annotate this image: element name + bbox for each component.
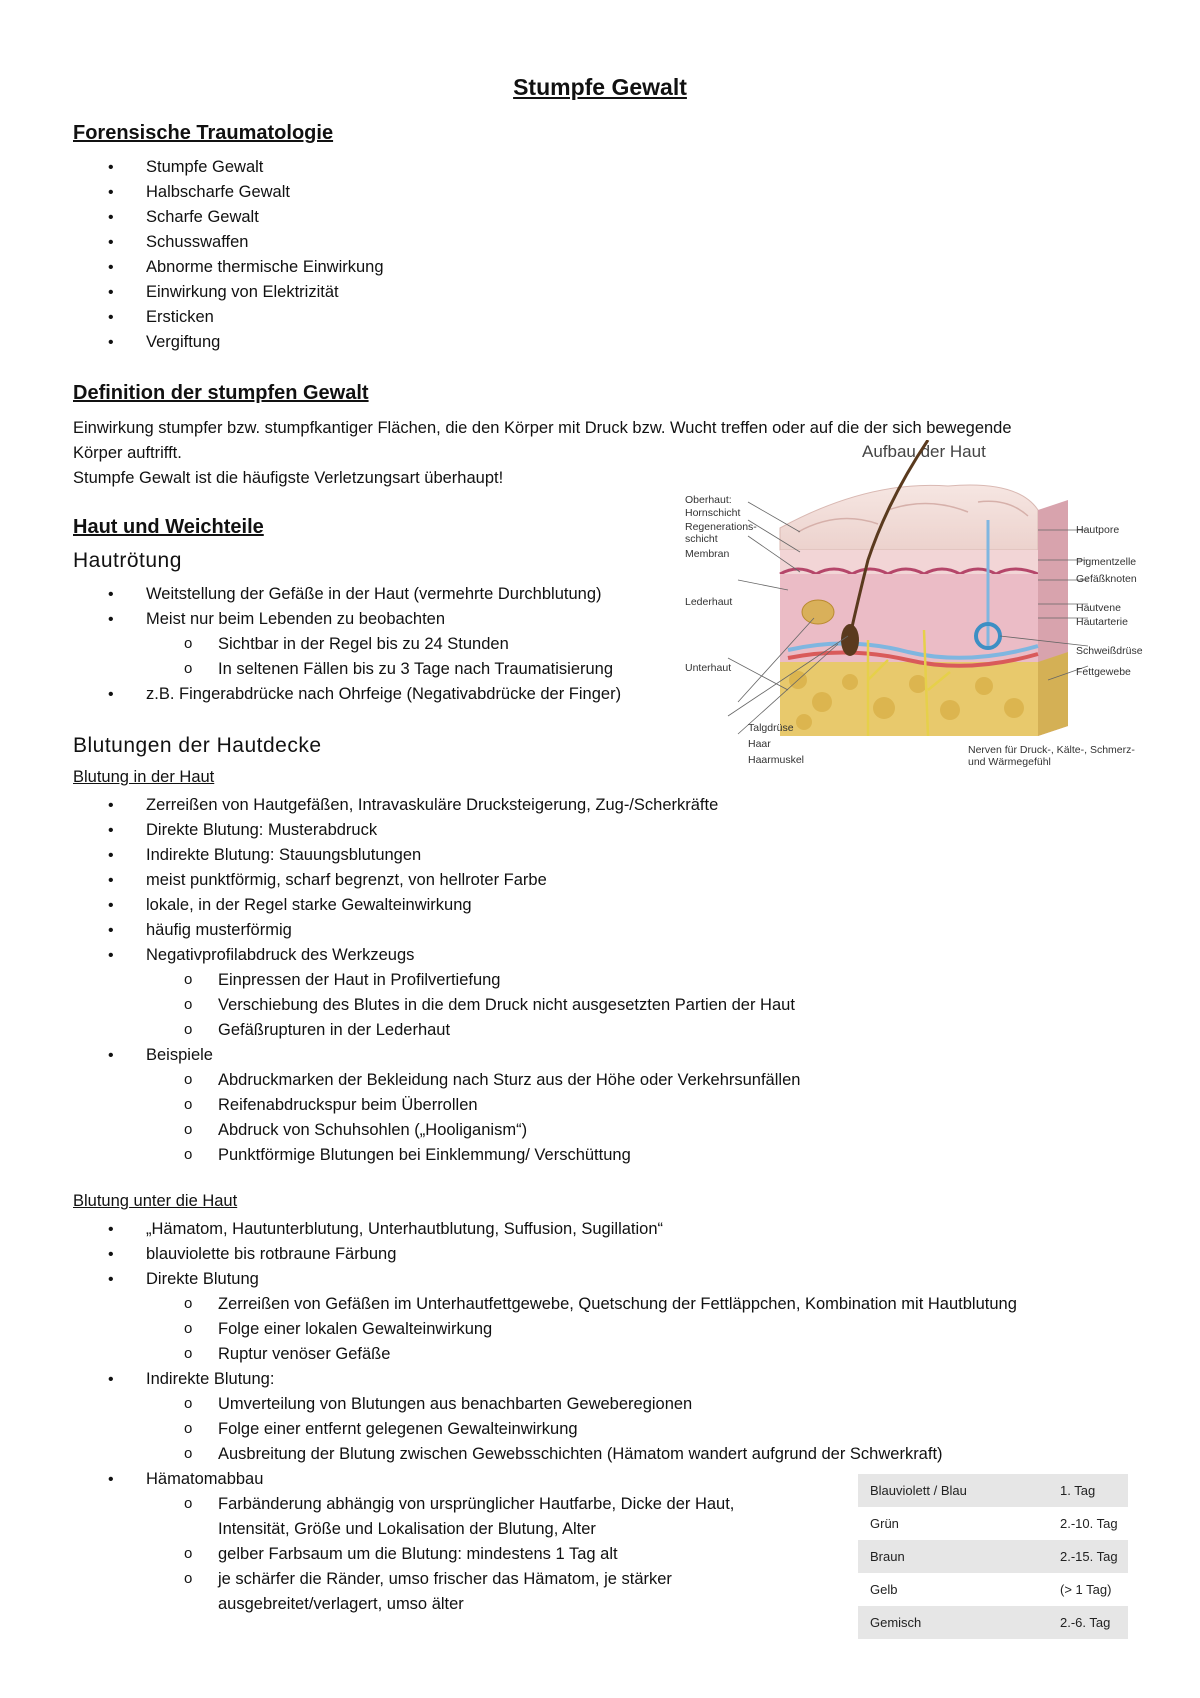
figure-label: Haar — [748, 738, 771, 750]
sub-list-item: o Abdruck von Schuhsohlen („Hooliganism“) — [0, 1118, 800, 1143]
sub-list-item: o Abdruckmarken der Bekleidung nach Sturz aus der Höhe oder Verkehrsunfällen — [0, 1068, 800, 1093]
definition-line: Körper auftrifft. — [73, 444, 182, 462]
skin-structure-figure — [685, 440, 1146, 772]
table-row — [858, 1474, 1128, 1507]
figure-label: und Wärmegefühl — [968, 756, 1051, 768]
table-cell-color: Braun — [870, 1549, 905, 1564]
sub-list-item: o Einpressen der Haut in Profilvertiefung — [0, 968, 800, 993]
blutung-in-haut-heading: Blutung in der Haut — [73, 768, 215, 786]
list-item: • Vergiftung — [0, 330, 384, 355]
figure-label: Schweißdrüse — [1076, 645, 1143, 657]
figure-label: Hautvene — [1076, 602, 1121, 614]
figure-label: Nerven für Druck-, Kälte-, Schmerz- — [968, 744, 1135, 756]
list-item: • Stumpfe Gewalt — [0, 155, 384, 180]
sub-list-item: o Zerreißen von Gefäßen im Unterhautfettgewebe, Quetschung der Fettläppchen, Kombination mit Hautblutung — [0, 1292, 1017, 1317]
sub-list-item: o Umverteilung von Blutungen aus benachbarten Geweberegionen — [0, 1392, 1017, 1417]
list-item: • Abnorme thermische Einwirkung — [0, 255, 384, 280]
sub-list-item: o Reifenabdruckspur beim Überrollen — [0, 1093, 800, 1118]
sub-list-item: o Folge einer lokalen Gewalteinwirkung — [0, 1317, 1017, 1342]
definition-emphasis: Stumpfe Gewalt ist die häufigste Verletzungsart überhaupt! — [73, 469, 504, 487]
hautroetung-heading: Hautrötung — [73, 549, 182, 572]
definition-heading: Definition der stumpfen Gewalt — [73, 382, 369, 404]
table-row — [858, 1606, 1128, 1639]
list-item: • blauviolette bis rotbraune Färbung — [0, 1242, 1017, 1267]
list-item: • „Hämatom, Hautunterblutung, Unterhautblutung, Suffusion, Sugillation“ — [0, 1217, 1017, 1242]
figure-label: Hornschicht — [685, 507, 741, 519]
hautroetung-list — [0, 582, 621, 707]
blutung-in-haut-list — [0, 793, 800, 1168]
sub-list-item: o In seltenen Fällen bis zu 3 Tage nach Traumatisierung — [0, 657, 621, 682]
sub-list-item: o Punktförmige Blutungen bei Einklemmung/ Verschüttung — [0, 1143, 800, 1168]
list-item: • lokale, in der Regel starke Gewalteinwirkung — [0, 893, 800, 918]
table-row — [858, 1507, 1128, 1540]
figure-label: Hautpore — [1076, 524, 1120, 536]
figure-label: Membran — [685, 548, 730, 560]
table-cell-time: 1. Tag — [1060, 1483, 1096, 1498]
sub-list-item-continuation: ausgebreitet/verlagert, umso älter — [218, 1595, 464, 1613]
figure-label: Fettgewebe — [1076, 666, 1131, 678]
list-item: • Scharfe Gewalt — [0, 205, 384, 230]
list-item: • Indirekte Blutung: — [0, 1367, 1017, 1392]
list-item: • meist punktförmig, scharf begrenzt, von hellroter Farbe — [0, 868, 800, 893]
list-item: • Indirekte Blutung: Stauungsblutungen — [0, 843, 800, 868]
sub-list-item: o Ausbreitung der Blutung zwischen Gewebsschichten (Hämatom wandert aufgrund der Schwerkraft) — [0, 1442, 1017, 1467]
sub-list-item: o Folge einer entfernt gelegenen Gewalteinwirkung — [0, 1417, 1017, 1442]
list-item: • Negativprofilabdruck des Werkzeugs — [0, 943, 800, 968]
figure-label: Lederhaut — [685, 596, 733, 608]
sub-list-item: o Sichtbar in der Regel bis zu 24 Stunden — [0, 632, 621, 657]
list-item: • Beispiele — [0, 1043, 800, 1068]
list-item: • häufig musterförmig — [0, 918, 800, 943]
list-item: • Direkte Blutung: Musterabdruck — [0, 818, 800, 843]
list-item: • Weitstellung der Gefäße in der Haut (vermehrte Durchblutung) — [0, 582, 621, 607]
haut-heading: Haut und Weichteile — [73, 516, 264, 538]
blutungen-heading: Blutungen der Hautdecke — [73, 734, 322, 757]
list-item: • z.B. Fingerabdrücke nach Ohrfeige (Negativabdrücke der Finger) — [0, 682, 621, 707]
figure-label: Gefäßknoten — [1076, 573, 1137, 585]
figure-label: schicht — [685, 533, 718, 545]
list-item: • Meist nur beim Lebenden zu beobachten — [0, 607, 621, 632]
forensic-section — [73, 122, 333, 145]
sub-list-item: o gelber Farbsaum um die Blutung: mindestens 1 Tag alt — [0, 1542, 1017, 1567]
sub-list-item: o Verschiebung des Blutes in die dem Druck nicht ausgesetzten Partien der Haut — [0, 993, 800, 1018]
figure-label: Talgdrüse — [748, 722, 794, 734]
list-item: • Hämatomabbau — [0, 1467, 1017, 1492]
table-row — [858, 1540, 1128, 1573]
list-item: • Ersticken — [0, 305, 384, 330]
figure-label: Haarmuskel — [748, 754, 805, 766]
hair-root — [841, 624, 859, 656]
sub-list-item: o Gefäßrupturen in der Lederhaut — [0, 1018, 800, 1043]
table-cell-time: 2.-6. Tag — [1060, 1615, 1111, 1630]
figure-title: Aufbau der Haut — [862, 442, 986, 461]
list-item: • Halbscharfe Gewalt — [0, 180, 384, 205]
sub-list-item-continuation: Intensität, Größe und Lokalisation der Blutung, Alter — [218, 1520, 596, 1538]
table-cell-color: Gemisch — [870, 1615, 922, 1630]
sebaceous-gland — [802, 600, 834, 624]
table-cell-time: (> 1 Tag) — [1060, 1582, 1112, 1597]
table-cell-color: Blauviolett / Blau — [870, 1483, 967, 1498]
sub-list-item: o je schärfer die Ränder, umso frischer das Hämatom, je stärker — [0, 1567, 1017, 1592]
definition-line: Einwirkung stumpfer bzw. stumpfkantiger Flächen, die den Körper mit Druck bzw. Wucht treffen oder auf die der sich bewegende — [73, 419, 1012, 437]
page-title: Stumpfe Gewalt — [513, 74, 687, 100]
hematoma-color-table — [858, 1474, 1128, 1639]
list-item: • Direkte Blutung — [0, 1267, 1017, 1292]
table-cell-color: Gelb — [870, 1582, 898, 1597]
table-cell-time: 2.-15. Tag — [1060, 1549, 1118, 1564]
table-row — [858, 1573, 1128, 1606]
figure-label: Regenerations- — [685, 521, 757, 533]
figure-label: Unterhaut — [685, 662, 732, 674]
sub-list-item: o Ruptur venöser Gefäße — [0, 1342, 1017, 1367]
forensic-list — [0, 155, 384, 355]
skin-surface — [780, 485, 1038, 550]
blutung-unter-haut-heading: Blutung unter die Haut — [73, 1192, 238, 1210]
list-item: • Einwirkung von Elektrizität — [0, 280, 384, 305]
forensic-heading: Forensische Traumatologie — [73, 122, 334, 144]
list-item: • Schusswaffen — [0, 230, 384, 255]
table-cell-time: 2.-10. Tag — [1060, 1516, 1118, 1531]
figure-label: Pigmentzelle — [1076, 556, 1137, 568]
figure-label: Hautarterie — [1076, 616, 1128, 628]
sub-list-item: o Farbänderung abhängig von ursprünglicher Hautfarbe, Dicke der Haut, — [0, 1492, 1017, 1517]
block-side-fat — [1038, 652, 1068, 736]
figure-label: Oberhaut: — [685, 494, 732, 506]
list-item: • Zerreißen von Hautgefäßen, Intravaskuläre Drucksteigerung, Zug-/Scherkräfte — [0, 793, 800, 818]
table-cell-color: Grün — [870, 1516, 899, 1531]
